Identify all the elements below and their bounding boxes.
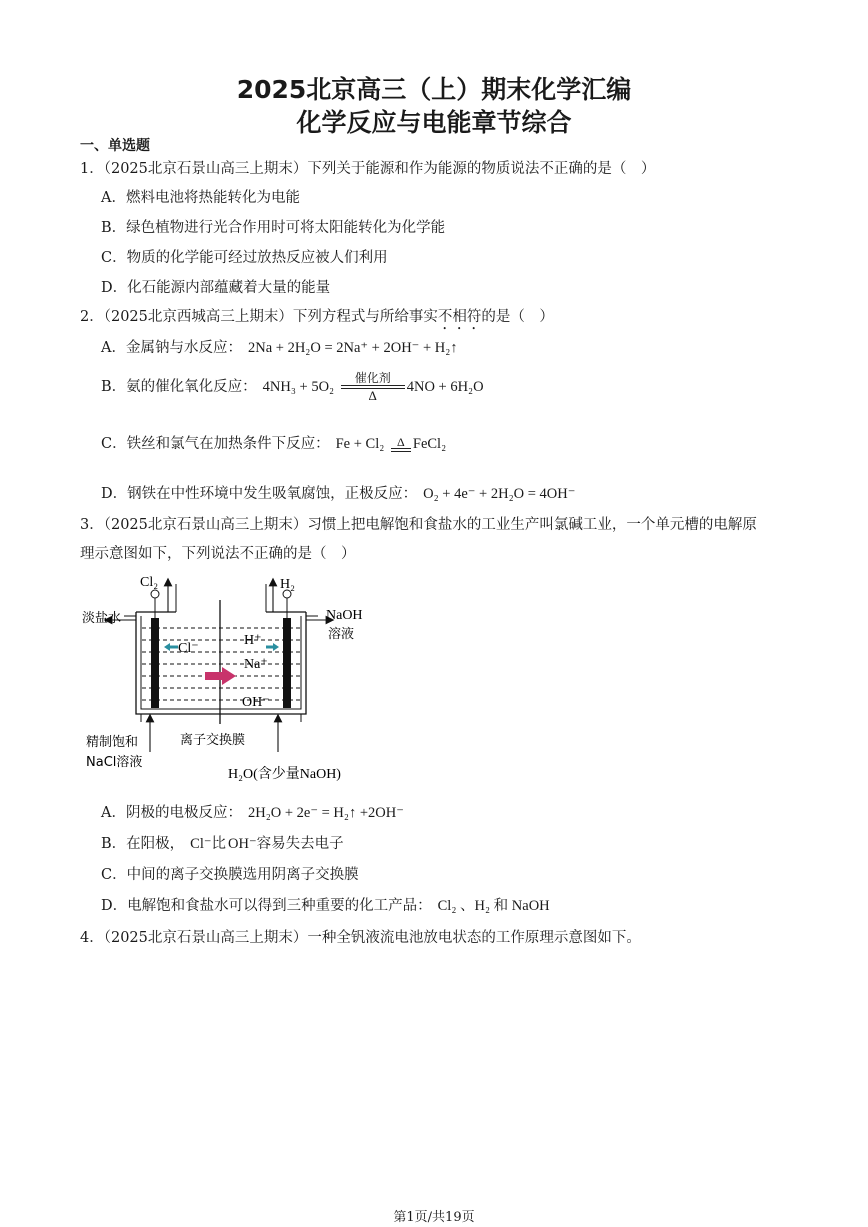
electrolyte-levels xyxy=(142,628,300,700)
oh-ion-label: OH⁻ xyxy=(242,695,270,710)
q3-option-b-ion2: OH⁻ xyxy=(228,836,257,852)
cl-ion-label: Cl⁻ xyxy=(178,641,199,656)
naoh-label: NaOH xyxy=(326,608,363,623)
q2-option-a-label: A．金属钠与水反应： xyxy=(101,340,242,356)
membrane-label: 离子交换膜 xyxy=(180,733,246,748)
water-inlet-label: H₂O(含少量NaOH) xyxy=(228,767,341,782)
q2-option-a xyxy=(101,336,458,357)
cathode xyxy=(283,618,291,708)
question-2-stem xyxy=(80,305,554,333)
tank-inner-wall xyxy=(141,616,301,709)
q2-option-d xyxy=(101,482,575,503)
heat-symbol: Δ xyxy=(368,388,377,403)
q2-option-b-reactants: 4NH₃ + 5O₂ xyxy=(262,379,335,395)
q3-option-a-label: A．阴极的电极反应： xyxy=(101,805,242,821)
section-heading: 一、单选题 xyxy=(80,138,150,154)
q1-option-a: A．燃料电池将热能转化为电能 xyxy=(101,190,300,206)
q2-option-c-label: C．铁丝和氯气在加热条件下反应： xyxy=(101,436,330,452)
q3-option-c: C．中间的离子交换膜选用阴离子交换膜 xyxy=(101,867,359,883)
q2-option-c xyxy=(101,432,446,453)
q3-option-a-equation: 2H₂O + 2e⁻ = H₂↑ +2OH⁻ xyxy=(247,805,404,821)
q1-option-c: C．物质的化学能可经过放热反应被人们利用 xyxy=(101,250,388,266)
electrolysis-cell-diagram xyxy=(78,572,378,787)
q1-option-b: B．绿色植物进行光合作用时可将太阳能转化为化学能 xyxy=(101,220,446,236)
q3-option-b-label: B．在阳极， xyxy=(101,836,185,852)
q2-option-b-condition xyxy=(341,372,405,402)
q2-stem-part1: 2．（2025北京西城高三上期末）下列方程式与所给事实 xyxy=(80,309,438,325)
q2-option-b-products: 4NO + 6H₂O xyxy=(406,379,484,395)
q3-option-b-ion1: Cl⁻ xyxy=(190,836,212,852)
q2-option-d-equation: O₂ + 4e⁻ + 2H₂O = 4OH⁻ xyxy=(423,486,576,502)
refined-brine-label-2: NaCl溶液 xyxy=(86,755,143,770)
q2-option-a-equation: 2Na + 2H₂O = 2Na⁺ + 2OH⁻ + H₂↑ xyxy=(247,340,458,356)
cl2-label: Cl₂ xyxy=(140,575,159,590)
q2-option-c-condition xyxy=(391,434,411,452)
q2-stem-part3: 的是（ ） xyxy=(481,309,554,325)
q2-option-d-label: D．钢铁在中性环境中发生吸氧腐蚀，正极反应： xyxy=(101,486,418,502)
q3-option-d-products: Cl₂ 、H₂ 和 NaOH xyxy=(437,898,550,914)
q2-option-b-label: B．氨的催化氧化反应： xyxy=(101,379,257,395)
heat-symbol: Δ xyxy=(397,434,405,449)
question-1-stem: 1．（2025北京石景山高三上期末）下列关于能源和作为能源的物质说法不正确的是（ ） xyxy=(80,161,656,177)
q3-option-d-label: D．电解饱和食盐水可以得到三种重要的化工产品： xyxy=(101,898,432,914)
q3-option-b-tail: 容易失去电子 xyxy=(256,836,344,852)
question-3-stem-line1: 3．（2025北京石景山高三上期末）习惯上把电解饱和食盐水的工业生产叫氯碱工业，一个单元槽的电解原 xyxy=(80,517,757,533)
document-title: 2025北京高三（上）期末化学汇编 xyxy=(236,75,632,104)
q3-option-d xyxy=(101,894,550,915)
tank-outer-wall xyxy=(136,612,306,714)
q3-option-b xyxy=(101,832,344,853)
h2-label: H₂ xyxy=(280,577,295,592)
q3-option-a xyxy=(101,801,404,822)
dilute-brine-label: 淡盐水 xyxy=(82,611,122,626)
catalyst-label: 催化剂 xyxy=(354,371,391,385)
na-ion-label: Na⁺ xyxy=(244,657,268,672)
anode xyxy=(151,618,159,708)
q2-option-c-reactants: Fe + Cl₂ xyxy=(335,436,385,452)
page-footer: 第1页/共19页 xyxy=(393,1210,475,1225)
q2-option-b xyxy=(101,372,484,402)
q2-option-c-products: FeCl₂ xyxy=(412,436,447,452)
refined-brine-label-1: 精制饱和 xyxy=(86,735,139,750)
q3-option-b-compare: 比 xyxy=(211,836,227,852)
h-ion-label: H⁺ xyxy=(244,633,262,648)
question-4-stem: 4．（2025北京石景山高三上期末）一种全钒液流电池放电状态的工作原理示意图如下。 xyxy=(80,930,641,946)
q1-option-d: D．化石能源内部蕴藏着大量的能量 xyxy=(101,280,331,296)
solution-label: 溶液 xyxy=(328,627,355,642)
q2-stem-emphasis: 不相符 xyxy=(437,309,482,325)
document-subtitle: 化学反应与电能章节综合 xyxy=(296,108,572,137)
question-3-stem-line2: 理示意图如下，下列说法不正确的是（ ） xyxy=(80,546,356,562)
